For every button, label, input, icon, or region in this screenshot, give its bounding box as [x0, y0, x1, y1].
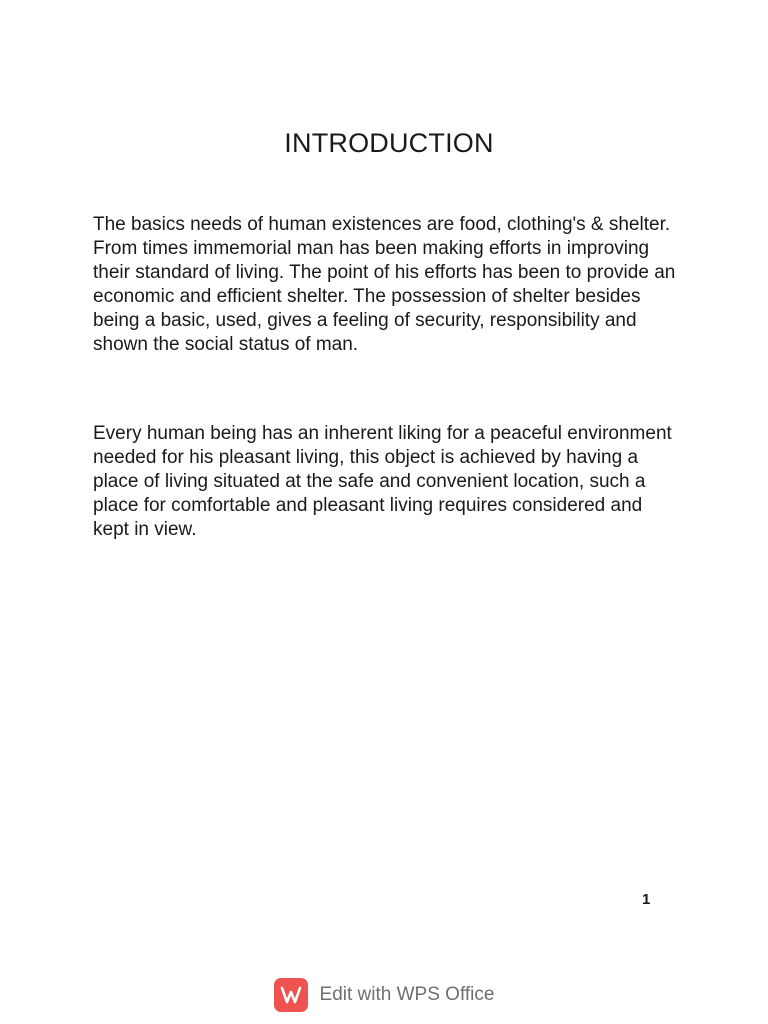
paragraph-1: The basics needs of human existences are food, clothing's & shelter. From times immemorial man has been making efforts in improving their standard of living. The point of his efforts has been to provide an economic and efficient shelter. The possession of shelter besides being a basic, used, gives a feeling of security, responsibility and shown the social status of man.	[93, 214, 676, 355]
page-number: 1	[642, 891, 651, 908]
page-title: INTRODUCTION	[284, 128, 494, 158]
wps-office-logo-icon	[274, 978, 308, 1012]
edit-with-wps-label[interactable]: Edit with WPS Office	[319, 984, 495, 1005]
edit-with-wps-banner[interactable]	[0, 977, 768, 1013]
paragraph-2: Every human being has an inherent liking for a peaceful environment needed for his pleasant living, this object is achieved by having a place of living situated at the safe and convenient location, such a place for comfortable and pleasant living requires considered and kept in view.	[93, 423, 672, 540]
